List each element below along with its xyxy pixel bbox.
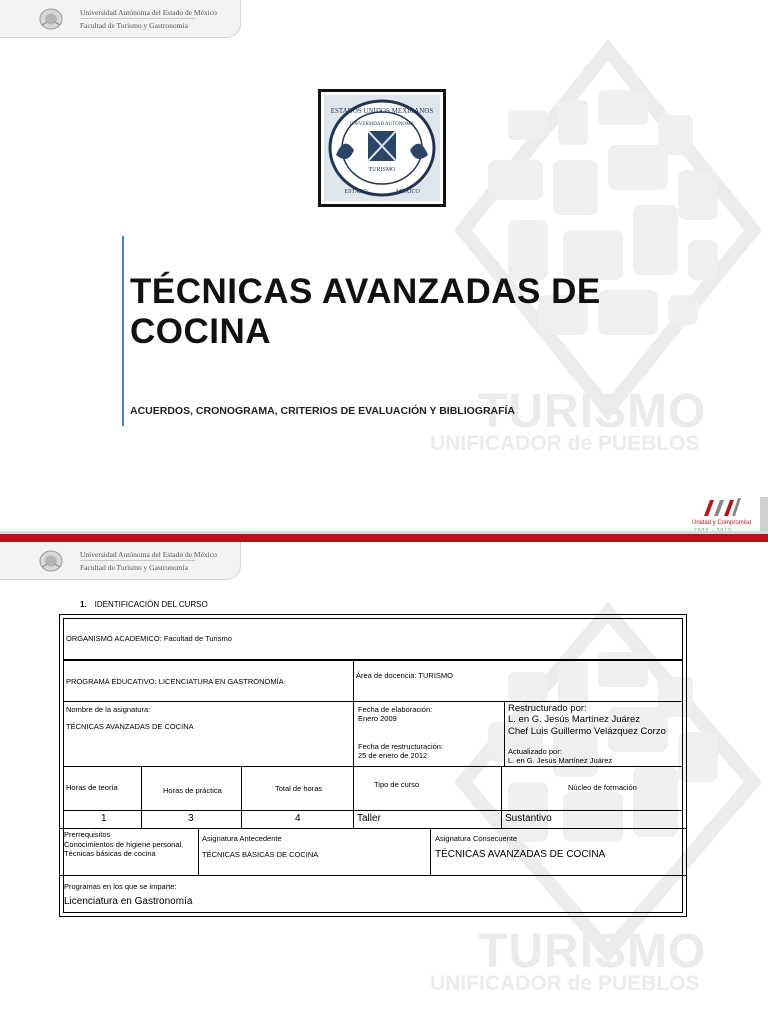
slide-divider-band (0, 534, 768, 542)
prerrequisitos-label: Prerrequisitos (64, 830, 111, 839)
header-divider (80, 560, 195, 561)
nombre-label: Nombre de la asignatura: (66, 705, 151, 714)
cell-antecedente (198, 828, 431, 876)
header-total-horas (241, 766, 354, 811)
cell-prerrequisitos (59, 828, 199, 876)
cell-programa (63, 660, 354, 702)
watermark-subtitle: UNIFICADOR de PUEBLOS (430, 972, 700, 995)
header-horas-practica (141, 766, 242, 811)
header-horas-teoria (63, 766, 142, 811)
watermark-subtitle: UNIFICADOR de PUEBLOS (430, 432, 700, 455)
programa-text: PROGRAMA EDUCATIVO: LICENCIATURA EN GASTRONOMÍA (66, 677, 284, 686)
header-tab (0, 0, 241, 38)
header-faculty: Facultad de Turismo y Gastronomía (80, 563, 188, 572)
value-horas-teoria-text: 1 (101, 813, 107, 824)
header-university: Universidad Autónoma del Estado de México (80, 550, 217, 559)
seal-inner-text: UNIVERSIDAD AUTONOMA (349, 122, 415, 127)
logo-tagline: Unidad y Compromiso (692, 520, 752, 526)
consecuente-value: TÉCNICAS AVANZADAS DE COCINA (435, 849, 606, 860)
header-nucleo (501, 766, 683, 811)
value-nucleo (501, 810, 683, 829)
header-faculty: Facultad de Turismo y Gastronomía (80, 21, 188, 30)
title-accent-line (122, 236, 124, 426)
fecha-elaboracion-value: Enero 2009 (358, 714, 397, 723)
actualizado-value: L. en G. Jesús Martínez Juárez (508, 756, 613, 765)
section-label: IDENTIFICACIÓN DEL CURSO (94, 600, 208, 609)
header-university: Universidad Autónoma del Estado de México (80, 8, 217, 17)
section-title (80, 600, 208, 609)
header-total-horas-text: Total de horas (275, 784, 323, 793)
fecha-restructuracion-label: Fecha de restructuración: (358, 742, 444, 751)
seal-bottom-right: MEXICO (396, 189, 420, 195)
course-info-slide (0, 542, 768, 1024)
restructurado-label: Restructurado por: (508, 703, 587, 714)
nombre-value: TÉCNICAS AVANZADAS DE COCINA (66, 722, 194, 731)
seal-label: TURISMO (368, 167, 396, 173)
anniversary-logo (680, 496, 752, 534)
cell-nombre (63, 701, 354, 767)
programas-label: Programas en los que se imparte: (64, 882, 177, 891)
antecedente-value: TÉCNICAS BÁSICAS DE COCINA (202, 850, 319, 859)
header-tab (0, 542, 241, 580)
restructurado-name-1: L. en G. Jesús Martínez Juárez (508, 714, 641, 725)
cell-area (353, 660, 683, 702)
prerrequisitos-line-2: Técnicas básicas de cocina (64, 849, 156, 858)
value-horas-teoria (63, 810, 142, 829)
programas-value: Licenciatura en Gastronomía (64, 896, 193, 907)
cell-organismo (63, 618, 683, 660)
university-shield-icon (38, 549, 64, 573)
fecha-restructuracion-value: 25 de enero de 2012 (358, 751, 428, 760)
prerrequisitos-line-1: Conocimientos de higiene personal. (64, 840, 184, 849)
watermark-title: TURISMO (478, 925, 707, 978)
value-nucleo-text: Sustantivo (505, 813, 552, 824)
section-number: 1. (80, 600, 87, 609)
organismo-text: ORGANISMO ACADEMICO: Facultad de Turismo (66, 634, 232, 643)
header-nucleo-text: Núcleo de formación (568, 783, 637, 792)
area-text: Área de docencia: TURISMO (356, 671, 453, 680)
header-horas-practica-text: Horas de práctica (163, 786, 222, 795)
cell-programas (59, 875, 687, 917)
cell-fechas (353, 701, 505, 767)
watermark-title: TURISMO (478, 385, 707, 438)
value-tipo-curso-text: Taller (357, 813, 381, 824)
header-divider (80, 18, 195, 19)
edge-mark (760, 497, 768, 534)
value-total-horas-text: 4 (295, 813, 301, 824)
seal-top-text: ESTADOS UNIDOS MEXICANOS (330, 107, 434, 115)
fecha-elaboracion-label: Fecha de elaboración: (358, 705, 433, 714)
actualizado-label: Actualizado por: (508, 747, 562, 756)
cell-restructurado (504, 701, 683, 767)
header-tipo-curso (353, 766, 502, 811)
header-horas-teoria-text: Horas de teoría (66, 783, 118, 792)
unity-logo-icon (702, 496, 742, 518)
cell-consecuente (430, 828, 687, 876)
consecuente-label: Asignatura Consecuente (435, 834, 518, 843)
university-shield-icon (38, 7, 64, 31)
value-horas-practica-text: 3 (188, 813, 194, 824)
header-tipo-curso-text: Tipo de curso (374, 780, 420, 789)
value-horas-practica (141, 810, 242, 829)
seal-emblem-icon (324, 95, 440, 201)
page-subtitle: ACUERDOS, CRONOGRAMA, CRITERIOS DE EVALUACIÓN Y BIBLIOGRAFÍA (130, 405, 516, 417)
value-total-horas (241, 810, 354, 829)
page-title: TÉCNICAS AVANZADAS DE COCINA (130, 272, 601, 351)
restructurado-name-2: Chef Luis Guillermo Velázquez Corzo (508, 726, 666, 737)
antecedente-label: Asignatura Antecedente (202, 834, 282, 843)
seal-bottom-left: ESTADO (344, 189, 368, 195)
value-tipo-curso (353, 810, 502, 829)
faculty-seal (318, 89, 446, 207)
